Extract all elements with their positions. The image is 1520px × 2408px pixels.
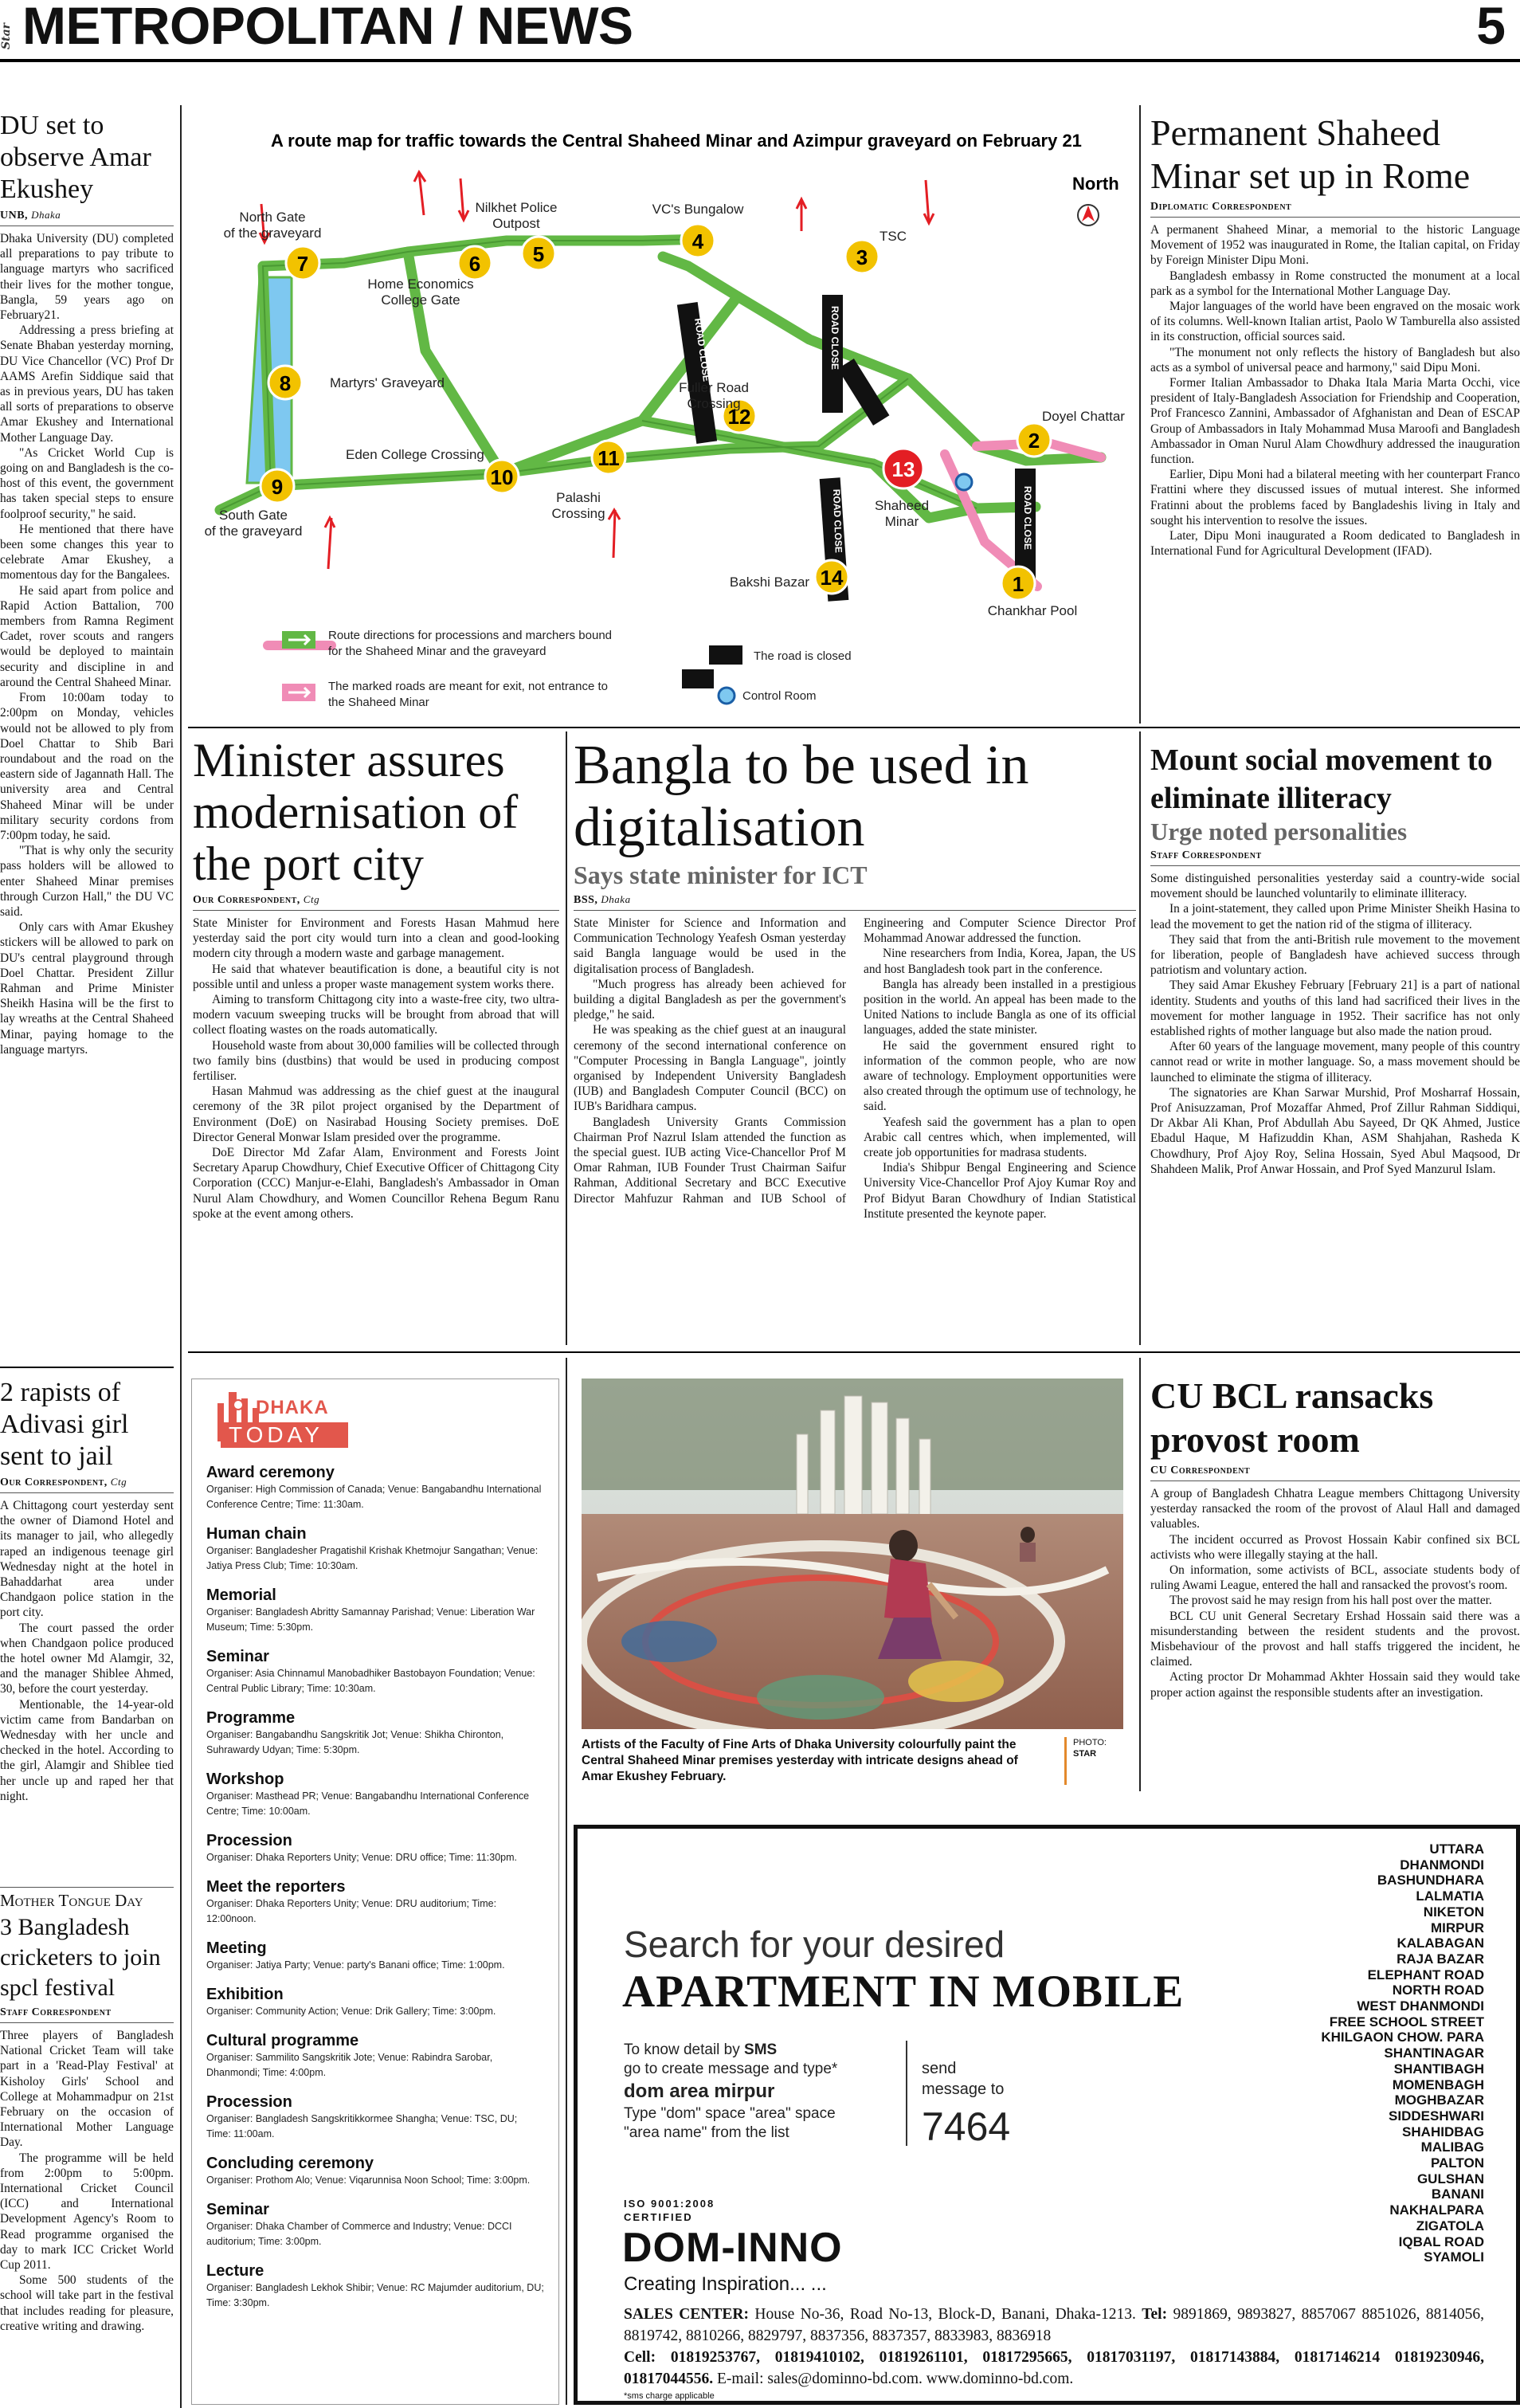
port-story [193,735,559,1222]
du-byline: UNB, Dhaka [0,209,174,226]
event-category: Workshop [206,1771,284,1788]
event-category: Meet the reporters [206,1878,346,1896]
event-detail: Organiser: Sammilito Sangskritik Jote; Venue: Rabindra Sarobar, Dhanmondi; Time: 4:00pm. [206,2052,493,2078]
event-category: Award ceremony [206,1464,335,1481]
page-number: 5 [1476,0,1506,55]
bcl-headline: CU BCL ransacks provost room [1150,1375,1434,1460]
event-category: Exhibition [206,1986,284,2003]
ad-area-item: LALMATIA [1416,1888,1484,1904]
svg-text:Minar: Minar [884,514,919,529]
svg-text:1: 1 [1012,572,1024,596]
event-detail: Organiser: Bangladesh Abritty Samannay Parishad; Venue: Liberation War Museum; Time: 5:30pm. [206,1606,535,1633]
svg-text:South Gate: South Gate [218,508,288,523]
event-detail: Organiser: Bangladesh Lekhok Shibir; Venue: RC Majumder auditorium, DU; Time: 3:30pm. [206,2282,544,2308]
marker-10 [485,460,519,493]
ad-iso: ISO 9001:2008 CERTIFIED [624,2198,715,2223]
ad-tagline: Creating Inspiration... ... [624,2273,827,2295]
svg-text:the Shaheed Minar: the Shaheed Minar [328,696,429,709]
event-category: Seminar [206,1648,269,1665]
svg-text:of the graveyard: of the graveyard [204,524,303,539]
ad-area-item: KALABAGAN [1397,1935,1484,1951]
svg-text:3: 3 [856,245,868,269]
marker-5 [522,237,555,270]
cricketers-byline: Staff Correspondent [0,2006,174,2023]
svg-text:Eden College Crossing: Eden College Crossing [346,447,484,462]
svg-text:7: 7 [296,252,309,276]
dom-inno-ad [574,1825,1520,2405]
ad-area-item: MOMENBAGH [1392,2077,1484,2092]
ad-area-item: SHAHIDBAG [1402,2124,1484,2139]
rapists-body: A Chittagong court yesterday sent the owner of Diamond Hotel and its manager to jail, who allegedly raped an indigenous teenage girl Wednesday night at the hotel in Bahaddarhat area under Chandgaon police station in the port city. The court passed the order when Chandgaon police produced the hotel owner Md Alamgir, 32, and the manager Shiblee Ahmed, 30, before the court yesterday. Mentionable, the 14-year-old victim came from Bandarban on Wednesday with her uncle and checked in the hotel. According to the girl, Alamgir and Shiblee tied her uncle up and raped her that night. [0,1499,174,1803]
svg-text:Palashi: Palashi [556,490,601,505]
event-detail: Organiser: Community Action; Venue: Drik Gallery; Time: 3:00pm. [206,2006,496,2017]
ad-area-list [1245,1841,1484,2265]
ad-area-item: GULSHAN [1416,2171,1484,2186]
ad-headline-2: APARTMENT IN MOBILE [622,1967,1185,2017]
svg-text:Crossing: Crossing [687,396,741,411]
ad-area-item: SHANTINAGAR [1384,2045,1484,2061]
illiteracy-body: Some distinguished personalities yesterday said a country-wide social movement should be launched voluntarily to eliminate illiteracy. In a joint-statement, they called upon Prime Minister Sheikh Hasina to lead the movement to get the nation rid of the stigma of illiteracy. They said that from the anti-British rule movement to the movement for liberation, people of Bangladesh have achieved success through patriotism and voluntary action. They said Amar Ekushey February [February 21] is a part of national identity. Students and youths of this land had sacrificed their lives in the movement for mother language in 1952. Their sacrifice has not only established rights of mother language but also made the nation proud. After 60 years of the language movement, many people of this country cannot read or write in mother language. So, a mass movement should be launched to eliminate the stigma of illiteracy. The signatories are Khan Sarwar Murshid, Prof Mosharraf Hossain, Prof Anisuzzaman, Prof Mozaffar Ahmed, Prof Zillur Rahman Siddiqui, Dr Akbar Ali Khan, Prof Abdullah Abu Sayeed, Dr QK Ahmed, Justice Ebadul Haque, M Hafizuddin Khan, ASM Shahjahan, Rasheda K Chowdhury, Prof Ajoy Roy, Selina Hossain, Syed Abul Maqsood, Dr Shahdeen Malik, Prof Anwar Hossain, and Prof Syed Manzurul Islam. [1150,872,1520,1176]
ad-area-item: RAJA BAZAR [1397,1951,1484,1967]
ad-area-item: NIKETON [1423,1904,1484,1920]
du-story [0,110,174,1057]
svg-text:ROAD CLOSE: ROAD CLOSE [1022,486,1033,551]
ad-area-item: NAKHALPARA [1389,2202,1484,2218]
photo-block [582,1379,1123,1785]
ad-headline-1: Search for your desired [624,1924,1005,1965]
bangla-subhead: Says state minister for ICT [574,861,868,889]
svg-text:11: 11 [597,446,620,470]
ad-area-item: UTTARA [1429,1841,1484,1857]
marker-14 [815,560,848,594]
ad-area-item: SYAMOLI [1424,2249,1484,2265]
svg-text:The road is closed: The road is closed [754,649,852,663]
port-body: State Minister for Environment and Forests Hasan Mahmud here yesterday said the port city would turn into a clean and good-looking modern city through a modern waste and garbage management. He said that whatever beautification is done, a beautiful city is not possible until and unless a proper waste management system works there. Aiming to transform Chittagong city into a waste-free city, two ultra-modern vacuum sweeping trucks will be brought from abroad that will collect floating wastes on the roads automatically. Household waste from about 30,000 families will be collected through two family bins (dustbins) that would be used in producing compost fertiliser. Hasan Mahmud was addressing as the chief guest at the inaugural ceremony of the 3R pilot project organised by the Department of Environment (DoE) on Nasirabad Housing Society premises. DoE Director General Monwar Islam presided over the programme. DoE Director Md Zafar Alam, Environment and Forests Joint Secretary Aparup Chowdhury, Chief Executive Officer of Chittagong City Corporation (CCC) Manjur-e-Elahi, Bangladesh's Ambassador in Oman Nurul Alam Chowdhury, and Women Councillor Rehena Begum Ranu spoke at the event among others. [193,916,559,1221]
svg-text:Martyrs' Graveyard: Martyrs' Graveyard [330,375,445,390]
rapists-byline: Our Correspondent, Ctg [0,1476,174,1493]
rapists-story [0,1377,174,1804]
control-room-icon [956,474,972,490]
svg-text:Crossing: Crossing [551,506,605,521]
rome-headline: Permanent Shaheed Minar set up in Rome [1150,112,1471,196]
event-category: Memorial [206,1586,276,1604]
marker-11 [592,441,625,474]
dhaka-today-title-top: DHAKA [256,1397,329,1418]
svg-text:8: 8 [279,371,292,395]
photo-artists-painting [582,1379,1123,1729]
svg-text:Home Economics: Home Economics [367,276,474,292]
svg-text:ROAD CLOSE: ROAD CLOSE [829,306,840,371]
route-map-svg [188,112,1134,719]
section-title: METROPOLITAN / NEWS [22,0,633,55]
ad-area-item: BASHUNDHARA [1377,1873,1484,1888]
svg-text:ROAD CLOSE: ROAD CLOSE [692,317,713,382]
ad-area-item: BANANI [1431,2186,1484,2202]
svg-text:North Gate: North Gate [239,210,306,225]
ad-area-item: SHANTIBAGH [1393,2061,1484,2077]
port-headline: Minister assures modernisation of the port city [193,734,519,890]
ad-area-item: MALIBAG [1420,2139,1484,2155]
event-category: Procession [206,2093,292,2111]
port-byline: Our Correspondent, Ctg [193,893,559,911]
ad-area-item: SIDDESHWARI [1389,2108,1484,2124]
svg-text:VC's Bungalow: VC's Bungalow [652,202,744,217]
rapists-headline: 2 rapists of Adivasi girl sent to jail [0,1378,129,1471]
dhaka-today-events [206,1464,544,2311]
event-detail: Organiser: Bangabandhu Sangskritik Jot; Venue: Shikha Chironton, Suhrawardy Udyan; Time: 5:30pm. [206,1729,504,1755]
event-category: Programme [206,1709,296,1727]
photo-caption: Artists of the Faculty of Fine Arts of Dhaka University colourfully paint the Central Shaheed Minar premises yesterday with intricate designs ahead of Amar Ekushey February. [582,1738,1018,1783]
event-detail: Organiser: Bangladesh Sangskritikkormee Shangha; Venue: TSC, DU; Time: 11:00am. [206,2113,518,2139]
event-detail: Organiser: Dhaka Reporters Unity; Venue: DRU office; Time: 11:30pm. [206,1852,517,1863]
event-detail: Organiser: Dhaka Chamber of Commerce and Industry; Venue: DCCI auditorium; Time: 3:00pm. [206,2221,512,2247]
svg-text:Bakshi Bazar: Bakshi Bazar [729,575,810,590]
ad-area-item: MOGHBAZAR [1394,2092,1484,2108]
du-body: Dhaka University (DU) completed all preparations to pay tribute to language martyrs who sacrificed their lives for the mother tongue, Bangla, 59 years ago on February21. Addressing a press briefing at Senate Bhaban yesterday morning, DU Vice Chancellor (VC) Prof Dr AAMS Arefin Siddique said that as in previous years, DU has taken all sorts of preparations to observe Amar Ekushey and International Mother Language Day. "As Cricket World Cup is going on and Bangladesh is the co-host of this event, the government has taken special steps to ensure foolproof security," he said. He mentioned that there have been some changes this year to celebrate Amar Ekushey, a momentous day for the Bangalees. He said apart from police and Rapid Action Battalion, 700 members from Ramna Regiment Cadet, rover scouts and rangers would be deployed to maintain security and discipline in and around the Central Shaheed Minar. From 10:00am today to 2:00pm on Monday, vehicles would not be allowed to ply from Doel Chattar to Shib Bari roundabout and the road on the eastern side of Jagannath Hall. The university area and Central Shaheed Minar will be under military security cordons from 7:00pm today, he said. "That is why only the security pass holders will be allowed to enter Shaheed Minar premises through Curzon Hall," the DU VC said. Only cars with Amar Ekushey stickers will be allowed to park on DU's central playground through Doel Chattar. President Zillur Rahman and Prime Minister Sheikh Hasina will be the first to lay wreaths at the Central Shaheed Minar, paying homage to the language martyrs. [0,232,174,1057]
illiteracy-byline: Staff Correspondent [1150,849,1520,866]
rome-byline: Diplomatic Correspondent [1150,201,1520,218]
event-detail: Organiser: Jatiya Party; Venue: party's Banani office; Time: 1:00pm. [206,1959,505,1971]
dhaka-today-title-bottom: TODAY [221,1422,348,1448]
illiteracy-story [1150,741,1520,1177]
ad-area-item: MIRPUR [1430,1920,1484,1935]
du-headline: DU set to observe Amar Ekushey [0,111,151,204]
svg-text:for the Shaheed Minar and the: for the Shaheed Minar and the graveyard [328,645,546,658]
svg-text:5: 5 [532,242,545,266]
marker-9 [261,469,294,503]
ad-area-item: FREE SCHOOL STREET [1329,2014,1484,2030]
marker-2 [1017,423,1051,457]
event-detail: Organiser: High Commission of Canada; Venue: Bangabandhu International Conference Centre; Time: 11:30am. [206,1484,542,1510]
ad-area-item: KHILGAON CHOW. PARA [1321,2030,1484,2045]
svg-text:Shaheed: Shaheed [874,498,930,513]
marker-6 [458,246,492,280]
svg-text:12: 12 [727,405,751,429]
marker-7 [286,246,319,280]
svg-text:Control Room: Control Room [742,689,817,703]
ad-area-item: ZIGATOLA [1416,2218,1484,2233]
svg-text:Nilkhet Police: Nilkhet Police [475,200,558,215]
marker-1 [1001,567,1035,600]
route-map [188,112,1134,719]
ad-area-item: WEST DHANMONDI [1357,1998,1484,2014]
marker-4 [681,224,715,257]
bangla-body: State Minister for Science and Information and Communication Technology Yeafesh Osman yesterday said Bangla language would be used in the digitalisation process of Bangladesh. "Much progress has already been achieved for building a digital Bangladesh as per the government's pledge," he said. He was speaking as the chief guest at an inaugural ceremony of the second international conference on "Computer Processing in Bangla Language", jointly organised by Independent University Bangladesh (IUB) and Bangladesh Computer Council (BCC) on IUB's Baridhara campus. Bangladesh University Grants Commission Chairman Prof Nazrul Islam attended the function as the special guest. IUB acting Vice-Chancellor Prof M Omar Rahman, IUB Founder Trust Chairman Saifur Rahman, Additional Secretary and BCC Executive Director Mahfuzur Rahman and IUB School of Engineering and Computer Science Director Prof Mohammad Anowar addressed the function. Nine researchers from India, Korea, Japan, the US and host Bangladesh took part in the conference. Bangla has already been installed in a prestigious position in the world. An appeal has been made to the United Nations to include Bangla as one of its official languages, added the state minister. He said the government ensured right to information of the common people, who are now aware of technology. Employment opportunities were also created through the optimum use of technology, he said. Yeafesh said the government has a plan to open Arabic call centres which, when implemented, will create job opportunities for madrasa students. India's Shibpur Bengal Engineering and Science University Vice-Chancellor Prof Ajoy Kumar Roy and Prof Bidyut Baran Chowdhury of Indian Statistical Institute presented the keynote paper. [574,916,1136,1221]
cricketers-story [0,1887,174,2334]
event-category: Cultural programme [206,2032,359,2049]
svg-text:2: 2 [1028,429,1040,453]
illiteracy-subhead: Urge noted personalities [1150,818,1408,845]
svg-text:of the graveyard: of the graveyard [223,226,322,241]
north-label: North [1072,174,1119,194]
illiteracy-headline: Mount social movement to eliminate illiteracy [1150,743,1493,815]
svg-text:TSC: TSC [879,229,907,244]
svg-text:Route directions for processio: Route directions for processions and marchers bound [328,629,613,642]
rome-story [1150,112,1520,559]
ad-contact: SALES CENTER: House No-36, Road No-13, Block-D, Banani, Dhaka-1213. Tel: 9891869, 9893827, 8857067 8851026, 8814056, 8819742, 8810266, 8829797, 8837356, 8837357, 8833983, 8836918 Cell: 01819253767, 01819410102, 01819261101, 01817295665, 01817031197, 01817143884, 01817146214 01819230946, 01817044556. E-mail: sales@dominno-bd.com. www.dominno-bd.com. *sms charge applicable [624,2306,1485,2401]
event-category: Human chain [206,1525,307,1543]
ad-area-item: IQBAL ROAD [1398,2233,1484,2249]
marker-3 [845,240,879,273]
svg-text:Outpost: Outpost [492,216,540,231]
cricketers-body: Three players of Bangladesh National Cricket Team will take part in a 'Read-Play Festival' at Kisholoy Girls' School and College at Mohammadpur on 21st February on the occasion of International Mother Language Day. The programme will be held from 2:00pm to 5:00pm. International Cricket Council (ICC) and International Development Agency's Room to Read programme organised the day to mark ICC Cricket World Cup 2011. Some 500 students of the school will take part in the festival that includes reading for pleasure, creative writing and drawing. [0,2029,174,2333]
star-logo: Star [0,22,13,49]
event-detail: Organiser: Asia Chinnamul Manobadhiker Bastobayon Foundation; Venue: Central Public Library; Time: 10:30am. [206,1668,535,1694]
ad-area-item: NORTH ROAD [1392,1982,1484,1998]
svg-text:4: 4 [691,229,704,253]
ad-brand-logo: DOM-INNO [622,2225,843,2271]
ad-area-item: ELEPHANT ROAD [1367,1967,1484,1982]
bcl-body: A group of Bangladesh Chhatra League members Chittagong University yesterday ransacked the room of the provost of Alaul Hall and damaged valuables. The incident occurred as Provost Hossain Kabir confined six BCL activists who were illegally staying at the hall. On information, some activists of BCL, associate students body of ruling Awami League, entered the hall and ransacked the provost's room. The provost said he may resign from his hall post over the matter. BCL CU unit General Secretary Ershad Hossain said there was a misunderstanding between the resident students and the provost. Misbehaviour of the provost and hall staffs triggered the incident, he claimed. Acting proctor Dr Mohammad Akhter Hossain said they would take proper action against the responsible students after an investigation. [1150,1487,1520,1700]
ad-instructions: To know detail by SMS go to create message and type* dom area mirpur Type "dom" space "area" space "area name" from the list [624,2041,838,2141]
event-category: Meeting [206,1939,267,1957]
svg-text:6: 6 [468,252,481,276]
svg-text:14: 14 [820,566,844,590]
event-detail: Organiser: Dhaka Reporters Unity; Venue: DRU auditorium; Time: 12:00noon. [206,1898,497,1924]
svg-text:College Gate: College Gate [381,292,460,308]
marker-8 [268,366,302,399]
cricketers-headline: 3 Bangladesh cricketers to join spcl festival [0,1914,161,2001]
svg-text:Doyel Chattar: Doyel Chattar [1042,409,1125,424]
dhaka-today-logo [206,1384,544,1461]
svg-text:10: 10 [490,465,514,489]
svg-text:ROAD CLOSE: ROAD CLOSE [831,488,844,554]
event-category: Procession [206,1832,292,1849]
bangla-headline: Bangla to be used in digitalisation [574,735,1029,858]
ad-send: send message to 7464 [922,2060,1011,2149]
svg-text:Fuller Road: Fuller Road [679,380,749,395]
masthead [0,0,1520,62]
bangla-byline: BSS, Dhaka [574,893,1136,911]
event-category: Concluding ceremony [206,2155,374,2172]
svg-text:The marked roads are meant for: The marked roads are meant for exit, not entrance to [328,680,609,693]
photo-caption-row [582,1737,1123,1785]
bcl-story [1150,1374,1520,1700]
svg-text:Chankhar Pool: Chankhar Pool [987,603,1078,618]
event-category: Lecture [206,2262,264,2280]
map-title: A route map for traffic towards the Central Shaheed Minar and Azimpur graveyard on February 21 [271,131,1082,151]
cricketers-kicker: Mother Tongue Day [0,1887,174,1911]
marker-13 [883,449,923,488]
photo-credit: PHOTO: STAR [1064,1737,1123,1785]
event-detail: Organiser: Masthead PR; Venue: Bangabandhu International Conference Centre; Time: 10:00am. [206,1790,530,1817]
ad-shortcode: 7464 [922,2104,1011,2149]
ad-area-item: PALTON [1430,2155,1484,2171]
rome-body: A permanent Shaheed Minar, a memorial to the historic Language Movement of 1952 was inaugurated in Rome, the Italian capital, on Friday by Foreign Minister Dipu Moni. Bangladesh embassy in Rome constructed the monument at a local park as a symbol for the International Mother Language Day. Major languages of the world have been engraved on the mosaic work of its columns. Well-known Italian artist, Paolo W Tamburella also assisted in its construction, official sources said. "The monument not only reflects the history of Bangladesh but also acts as a symbol of universal peace and harmony," said Dipu Moni. Former Italian Ambassador to Dhaka Itala Maria Marta Occhi, vice president of Italy-Bangladesh Association for Friendship and Cooperation, Prof Francesco Zannini, Ambassador of Afghanistan and Dean of ESCAP Group of Ambassadors in Italy Mohammad Musa Maroofi and Bangladesh Ambassador in Oman Nurul Alam Chowdhury addressed the inauguration function. Earlier, Dipu Moni had a bilateral meeting with her counterpart Franco Frattini where they discussed issues of mutual interest. She informed Fratinni about the problems faced by Bangladeshis living in Italy and sought his intervention to resolve the issues. Later, Dipu Moni inaugurated a Room dedicated to Bangladesh in International Fund for Agricultural Development (IFAD). [1150,223,1520,559]
dhaka-today-box [191,1379,559,2405]
bangla-story [574,735,1136,1222]
bcl-byline: CU Correspondent [1150,1465,1520,1481]
ad-area-item: DHANMONDI [1400,1857,1484,1873]
event-category: Seminar [206,2201,269,2218]
event-detail: Organiser: Bangladesher Pragatishil Krishak Khetmojur Sangathan; Venue: Jatiya Press Club; Time: 10:30am. [206,1545,539,1571]
svg-text:9: 9 [271,475,284,499]
svg-text:13: 13 [891,457,915,481]
event-detail: Organiser: Prothom Alo; Venue: Viqarunnisa Noon School; Time: 3:00pm. [206,2175,531,2186]
